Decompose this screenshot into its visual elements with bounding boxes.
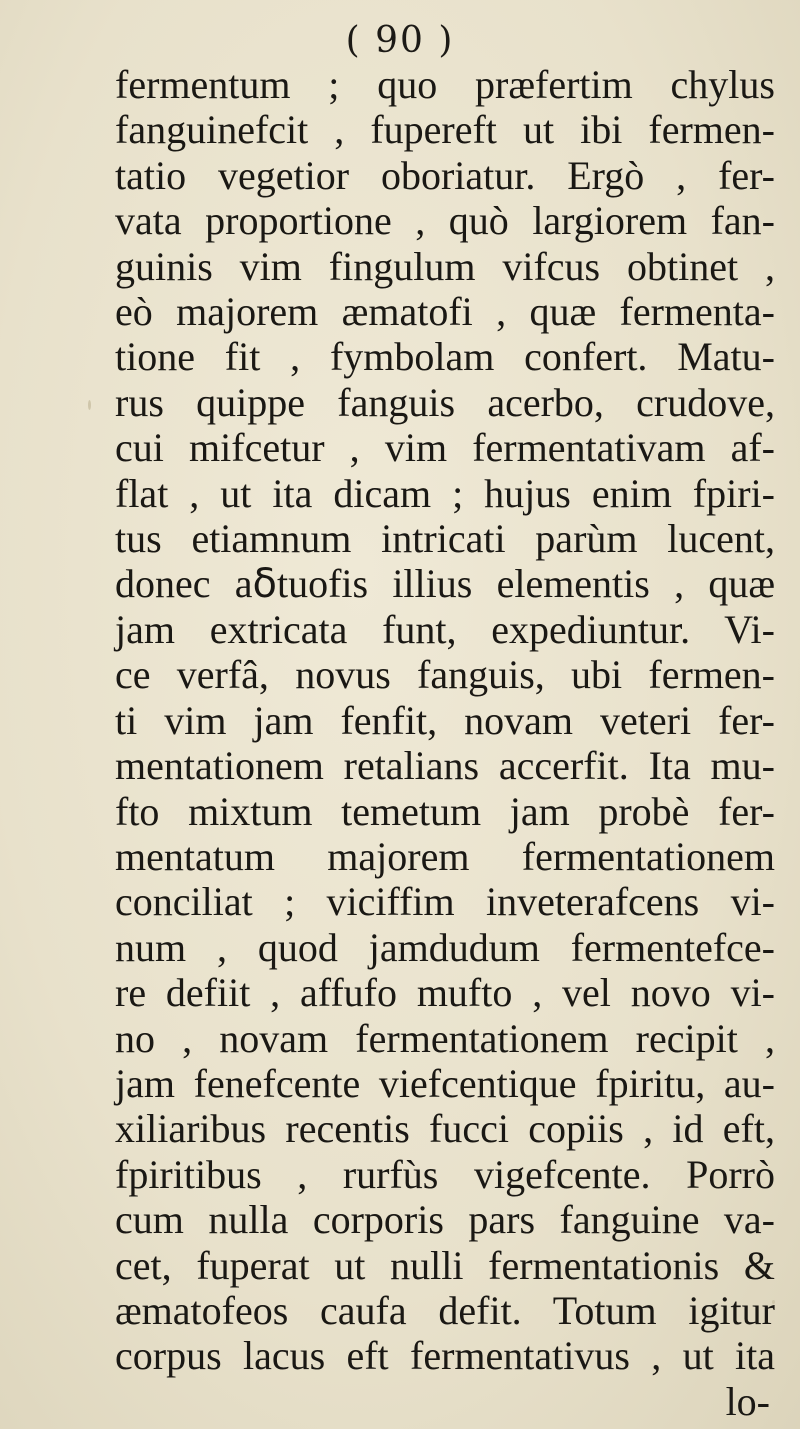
text-line: rus quippe fanguis acerbo, crudove, bbox=[115, 379, 775, 425]
text-line: mentationem retalians accerfit. Ita mu- bbox=[115, 743, 775, 789]
text-line: cui mifcetur , vim fermentativam af- bbox=[115, 425, 775, 471]
text-line: ti vim jam fenfit, novam veteri fer- bbox=[115, 697, 775, 743]
text-line: xiliaribus recentis fucci copiis , id eft, bbox=[115, 1106, 775, 1152]
text-line: fto mixtum temetum jam probè fer- bbox=[115, 788, 775, 834]
text-line: eò majorem æmatofi , quæ fermenta- bbox=[115, 289, 775, 335]
body-text bbox=[115, 62, 775, 1424]
text-line: fermentum ; quo præfertim chylus bbox=[115, 62, 775, 107]
text-line: tus etiamnum intricati parùm lucent, bbox=[115, 516, 775, 562]
text-line: num , quod jamdudum fermentefce- bbox=[115, 924, 775, 970]
text-line: jam extricata funt, expediuntur. Vi- bbox=[115, 606, 775, 652]
text-line: æmatofeos caufa defit. Totum igitur bbox=[115, 1287, 775, 1333]
text-line: ce verfâ, novus fanguis, ubi fermen- bbox=[115, 652, 775, 698]
text-line: re defiit , affufo mufto , vel novo vi- bbox=[115, 970, 775, 1016]
text-line: no , novam fermentationem recipit , bbox=[115, 1015, 775, 1061]
catchword: lo- bbox=[725, 1378, 770, 1424]
text-line: jam fenefcente viefcentique fpiritu, au- bbox=[115, 1060, 775, 1106]
text-line: corpus lacus eft fermentativus , ut ita bbox=[115, 1333, 775, 1379]
text-line: guinis vim fingulum vifcus obtinet , bbox=[115, 243, 775, 289]
text-line: fanguinefcit , fupereft ut ibi fermen- bbox=[115, 107, 775, 153]
page-number: ( 90 ) bbox=[345, 20, 455, 61]
text-line: mentatum majorem fermentationem bbox=[115, 833, 775, 879]
paper-blemish bbox=[88, 400, 91, 410]
text-line: tione fit , fymbolam confert. Matu- bbox=[115, 334, 775, 380]
text-line: cum nulla corporis pars fanguine va- bbox=[115, 1197, 775, 1243]
text-line: cet, fuperat ut nulli fermentationis & bbox=[115, 1242, 775, 1288]
text-line: donec aẟtuofis illius elementis , quæ bbox=[115, 561, 775, 607]
text-line: vata proportione , quò largiorem fan- bbox=[115, 198, 775, 244]
text-line: fpiritibus , rurfùs vigefcente. Porrò bbox=[115, 1151, 775, 1197]
text-line: flat , ut ita dicam ; hujus enim fpiri- bbox=[115, 470, 775, 516]
text-line: conciliat ; viciffim inveterafcens vi- bbox=[115, 879, 775, 925]
text-line: tatio vegetior oboriatur. Ergò , fer- bbox=[115, 152, 775, 198]
